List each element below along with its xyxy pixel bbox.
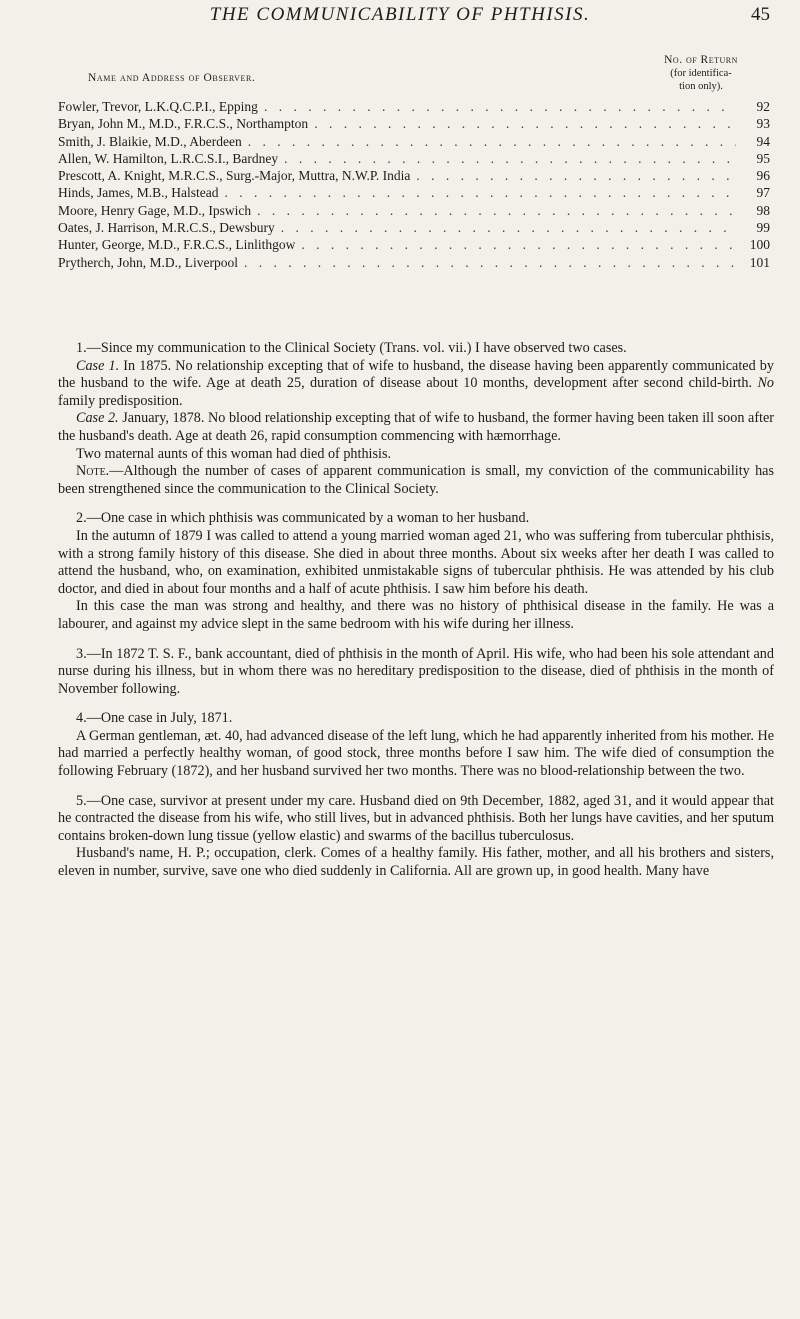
table-row [58, 99, 770, 116]
dot-leader [275, 220, 736, 236]
dot-leader [410, 168, 736, 184]
table-row [58, 185, 770, 202]
observer-name: Prytherch, John, M.D., Liverpool [58, 254, 238, 270]
observer-name: Moore, Henry Gage, M.D., Ipswich [58, 202, 252, 218]
observer-name: Bryan, John M., M.D., F.R.C.S., Northampton [58, 116, 309, 132]
return-number: 93 [756, 116, 770, 132]
return-number: 99 [756, 220, 770, 236]
table-header [58, 54, 770, 102]
section-5 [58, 793, 774, 881]
section-3 [58, 646, 774, 699]
section-4-intro: 4.—One case in July, 1871. [76, 710, 233, 727]
observer-name: Fowler, Trevor, L.K.Q.C.P.I., Epping [58, 99, 258, 114]
return-number: 92 [756, 99, 770, 114]
running-head [0, 4, 800, 34]
section-4-paragraph: A German gentleman, æt. 40, had advanced disease of the left lung, which he had apparently inherited from his mother. He had married a perfectly healthy woman, of good stock, three months before I saw him. The wife died of consumption the following February (1872), and her husband survived her two months. There was no blood-relationship between the two. [58, 727, 774, 780]
return-number: 100 [749, 237, 770, 253]
observer-name: Prescott, A. Knight, M.R.C.S., Surg.-Major, Muttra, N.W.P. India [58, 168, 411, 184]
case-1-no: No [757, 375, 774, 392]
section-2-paragraph-1: In the autumn of 1879 I was called to attend a young married woman aged 21, who was suffering from tubercular phthisis, with a strong family history of this disease. She died in about three months. About six weeks after her death I was called to attend the husband, who, on examination, exhibited unmistakable signs of tubercular phthisis. He was attended by his club doctor, and died in about four months and a half of acute phthisis. I saw him before his death. [58, 527, 774, 597]
dot-leader [258, 99, 736, 115]
case-1-text-a: In 1875. No relationship excepting that of wife to husband, the disease having been apparently communicated by the husband to the wife. Age at death 25, duration of disease about 10 months, development after second child-birth. [58, 357, 774, 392]
section-4 [58, 710, 774, 780]
section-2-paragraph-2: In this case the man was strong and healthy, and there was no history of phthisical disease in the family. He was a labourer, and against my advice slept in the same bedroom with his wife during her illness. [58, 598, 774, 632]
dot-leader [238, 255, 736, 271]
case-2-text: January, 1878. No blood relationship excepting that of wife to husband, the former having been taken ill soon after the husband's death. Age at death 26, rapid consumption commencing with hæmorrhage. [58, 410, 775, 444]
note-paragraph [58, 463, 774, 498]
section-2 [58, 510, 774, 633]
note-label: Note. [76, 463, 110, 480]
return-number: 98 [756, 202, 770, 218]
section-5-paragraph: Husband's name, H. P.; occupation, clerk. Comes of a healthy family. His father, mother, and all his brothers and sisters, eleven in number, survive, save one who died suddenly in California. All are grown up, in good health. Many have [58, 845, 774, 880]
table-row [58, 168, 770, 185]
note-text: —Although the number of cases of apparent communication is small, my conviction of the communicability has been strengthened since the communication to the Clinical Society. [58, 463, 774, 497]
case-1-label: Case 1. [76, 357, 120, 374]
case-2-paragraph [58, 410, 774, 445]
case-1-text-b: family predisposition. [58, 392, 183, 409]
observer-list [58, 99, 770, 272]
section-2-intro: 2.—One case in which phthisis was communicated by a woman to her husband. [76, 510, 530, 527]
return-number: 95 [756, 150, 770, 166]
dot-leader [242, 134, 736, 150]
dot-leader [251, 203, 736, 219]
return-column-subtitle-2: tion only). [679, 81, 723, 92]
table-row [58, 237, 770, 254]
table-row [58, 255, 770, 272]
observer-name: Oates, J. Harrison, M.R.C.S., Dewsbury [58, 220, 275, 236]
dot-leader [295, 237, 736, 253]
running-title: THE COMMUNICABILITY OF PHTHISIS. [209, 4, 591, 25]
return-number: 96 [756, 168, 770, 184]
dot-leader [278, 151, 736, 167]
return-number: 97 [756, 185, 770, 201]
table-row [58, 203, 770, 220]
table-row [58, 116, 770, 133]
observer-name: Allen, W. Hamilton, L.R.C.S.I., Bardney [58, 150, 279, 166]
observer-name: Smith, J. Blaikie, M.D., Aberdeen [58, 133, 242, 149]
table-row [58, 134, 770, 151]
return-number: 94 [756, 133, 770, 149]
return-number: 101 [749, 254, 770, 270]
case-2-label: Case 2. [76, 410, 119, 427]
page-number: 45 [751, 4, 770, 25]
section-1-intro: 1.—Since my communication to the Clinical Society (Trans. vol. vii.) I have observed two cases. [76, 340, 627, 356]
return-column-subtitle-1: (for identifica- [670, 68, 732, 79]
section-5-intro: 5.—One case, survivor at present under my care. Husband died on 9th December, 1882, aged 31, and it would appear that he contracted the disease from his wife, who still lives, but in advanced phthisis. Both her lungs have cavities, and her sputum contains broken-down lung tissue (yellow elastic) and swarms of the bacillus tuberculosus. [58, 792, 774, 844]
return-column-header [646, 54, 756, 93]
case-1-paragraph [58, 358, 774, 411]
dot-leader [218, 185, 736, 201]
case-2-aunts: Two maternal aunts of this woman had died of phthisis. [76, 445, 392, 462]
name-column-header: Name and Address of Observer. [88, 72, 256, 84]
table-row [58, 220, 770, 237]
observer-name: Hunter, George, M.D., F.R.C.S., Linlithgow [58, 237, 296, 253]
dot-leader [308, 116, 736, 132]
observer-name: Hinds, James, M.B., Halstead [58, 185, 219, 201]
table-row [58, 151, 770, 168]
section-3-paragraph: 3.—In 1872 T. S. F., bank accountant, died of phthisis in the month of April. His wife, who had been his sole attendant and nurse during his illness, but in whom there was no hereditary predisposition to the disease, died of phthisis in the month of November following. [58, 645, 774, 697]
section-1 [58, 340, 774, 498]
body-text [58, 340, 774, 881]
return-column-title: No. of Return [664, 54, 738, 66]
